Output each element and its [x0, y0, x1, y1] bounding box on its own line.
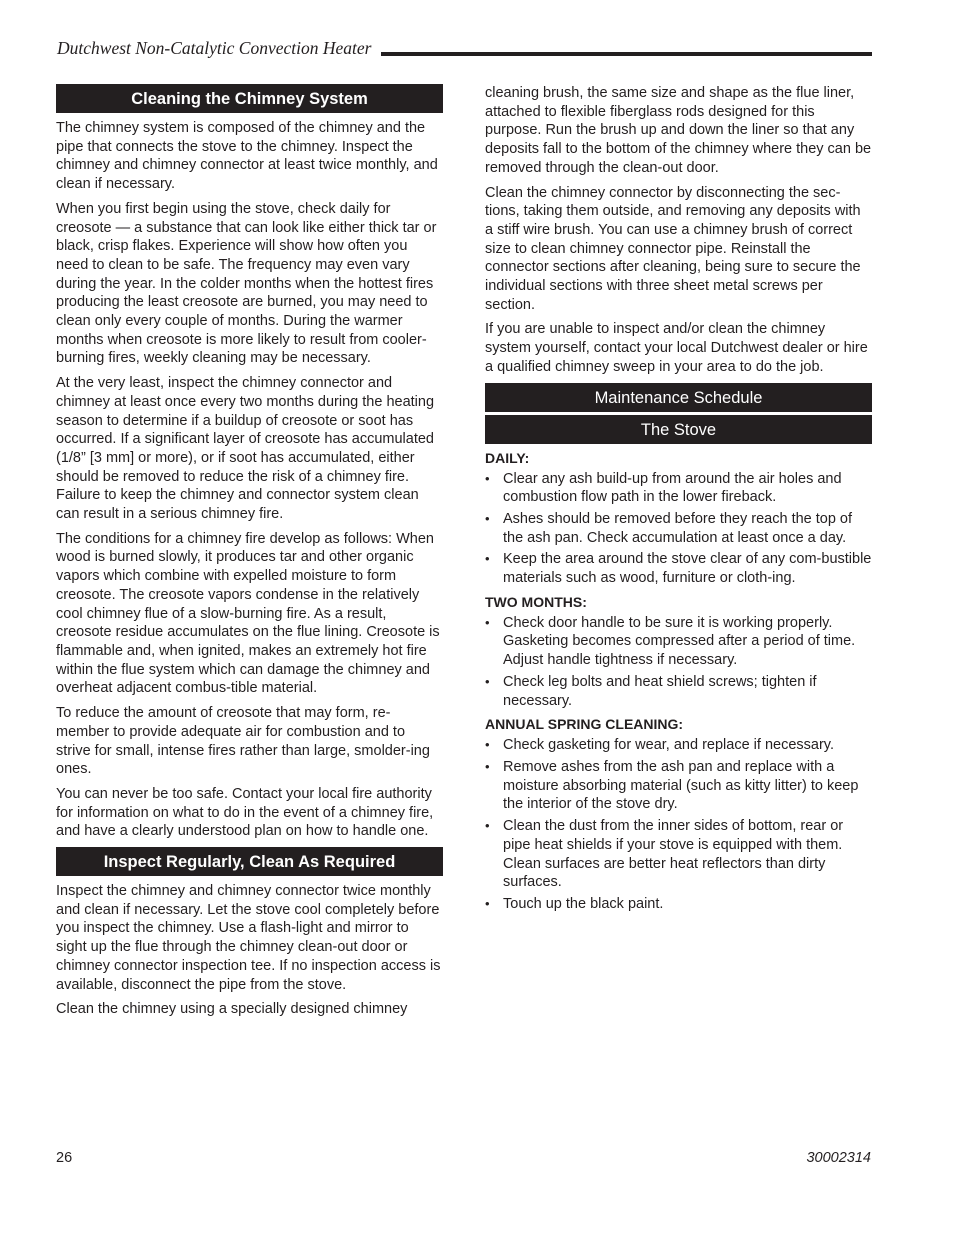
- bullet-icon: •: [485, 895, 490, 911]
- bullet-icon: •: [485, 673, 490, 689]
- list-item: [485, 758, 872, 814]
- daily-list: [485, 470, 872, 588]
- list-item: [485, 736, 872, 755]
- bullet-icon: •: [485, 614, 490, 630]
- section-heading-inspect: Inspect Regularly, Clean As Required: [56, 847, 443, 876]
- paragraph: Clean the chimney using a specially designed chimney: [56, 1001, 408, 1018]
- list-item: [485, 550, 872, 587]
- schedule-label-daily: DAILY:: [485, 449, 530, 466]
- list-item: [485, 614, 872, 670]
- page-number: 26: [56, 1150, 73, 1166]
- list-item-text: Remove ashes from the ash pan and replace with a moisture absorbing material (such as kitty litter) to keep the interior of the stove dry.: [503, 758, 859, 813]
- list-item: [485, 673, 872, 710]
- subheading-the-stove: The Stove: [485, 415, 872, 444]
- list-item-text: Check leg bolts and heat shield screws; tighten if necessary.: [503, 673, 817, 709]
- list-item: [485, 470, 872, 507]
- schedule-label-two-months: TWO MONTHS:: [485, 593, 587, 610]
- list-item: [485, 817, 872, 892]
- two-months-list: [485, 614, 872, 711]
- schedule-label-annual: ANNUAL SPRING CLEANING:: [485, 716, 684, 733]
- list-item-text: Ashes should be removed before they reach the top of the ash pan. Check accumulation at least once a day.: [503, 510, 853, 546]
- paragraph: To reduce the amount of creosote that may form, re-member to provide adequate air for combustion and to strive for small, intense fires rather than large, smolder-ing ones.: [56, 705, 430, 778]
- bullet-icon: •: [485, 470, 490, 486]
- paragraph: The conditions for a chimney fire develop as follows: When wood is burned slowly, it produces tar and other organic vapors which combine with expelled moisture to form creosote. The creosote vapors condense in the relatively cool chimney flue of a slow-burning fire. As a result, creosote residue accumulates on the flue lining. Creosote is flammable and, when ignited, makes an extremely hot fire within the flue system which can damage the chimney and overheat adjacent combus-tible material.: [56, 530, 440, 697]
- list-item: [485, 510, 872, 547]
- left-column: [56, 84, 443, 1025]
- paragraph: Clean the chimney connector by disconnecting the sec-tions, taking them outside, and removing any deposits with a stiff wire brush. You can use a chimney brush of correct size to clean chimney connector pipe. Reinstall the connector sections after cleaning, being sure to secure the individual sections with three sheet metal screws per section.: [485, 184, 861, 313]
- right-column: [485, 84, 872, 917]
- paragraph: If you are unable to inspect and/or clean the chimney system yourself, contact your local Dutchwest dealer or hire a qualified chimney sweep in your area to do the job.: [485, 321, 868, 375]
- list-item-text: Touch up the black paint.: [503, 895, 664, 912]
- bullet-icon: •: [485, 551, 490, 567]
- list-item-text: Check door handle to be sure it is working properly. Gasketing becomes compressed after a period of time. Adjust handle tightness if necessary.: [503, 614, 856, 669]
- bullet-icon: •: [485, 818, 490, 834]
- header-rule: [381, 52, 872, 56]
- list-item-text: Clear any ash build-up from around the air holes and combustion flow path in the lower fireback.: [503, 470, 842, 506]
- running-header: Dutchwest Non-Catalytic Convection Heater: [57, 38, 372, 58]
- paragraph: The chimney system is composed of the chimney and the pipe that connects the stove to the chimney. Inspect the chimney and chimney connector at least twice monthly, and clean if necessary.: [56, 120, 438, 193]
- paragraph: At the very least, inspect the chimney connector and chimney at least once every two months during the heating season to determine if a buildup of creosote or soot has occurred. If a significant layer of creosote has accumulated (1/8” [3 mm] or more), or if soot has accumulated, either should be removed to reduce the risk of a chimney fire. Failure to keep the chimney and connector system clean can result in a serious chimney fire.: [56, 375, 435, 523]
- section-heading-cleaning: Cleaning the Chimney System: [56, 84, 443, 113]
- list-item-text: Clean the dust from the inner sides of bottom, rear or pipe heat shields if your stove is equipped with them. Clean surfaces are better heat reflectors than dirty surfaces.: [503, 818, 844, 891]
- list-item: [485, 895, 872, 914]
- list-item-text: Check gasketing for wear, and replace if necessary.: [503, 737, 834, 754]
- paragraph: When you first begin using the stove, check daily for creosote — a substance that can look like either thick tar or black, crisp flakes. Experience will show how often you need to clean to be safe. The frequency may even vary during the year. In the colder months when the hottest fires producing the least creosote are burned, you may need to clean only every couple of months. During the warmer months when creosote is more likely to result from cooler-burning fires, weekly cleaning may be necessary.: [56, 200, 437, 367]
- paragraph: You can never be too safe. Contact your local fire authority for information on what to do in the event of a chimney fire, and have a clearly understood plan on how to handle one.: [56, 785, 434, 840]
- annual-list: [485, 736, 872, 913]
- bullet-icon: •: [485, 758, 490, 774]
- list-item-text: Keep the area around the stove clear of any com-bustible materials such as wood, furniture or cloth-ing.: [503, 551, 872, 587]
- bullet-icon: •: [485, 737, 490, 753]
- bullet-icon: •: [485, 510, 490, 526]
- document-number: 30002314: [806, 1150, 871, 1166]
- paragraph: Inspect the chimney and chimney connector twice monthly and clean if necessary. Let the stove cool completely before you inspect the chimney. Use a flash-light and mirror to sight up the flue through the chimney clean-out door or chimney connector inspection tee. If no inspection access is available, disconnect the pipe from the stove.: [56, 883, 441, 993]
- section-heading-maintenance: Maintenance Schedule: [485, 383, 872, 412]
- paragraph: cleaning brush, the same size and shape as the flue liner, attached to flexible fiberglass rods designed for this purpose. Run the brush up and down the liner so that any deposits fall to the bottom of the chimney where they can be removed through the clean-out door.: [485, 85, 872, 176]
